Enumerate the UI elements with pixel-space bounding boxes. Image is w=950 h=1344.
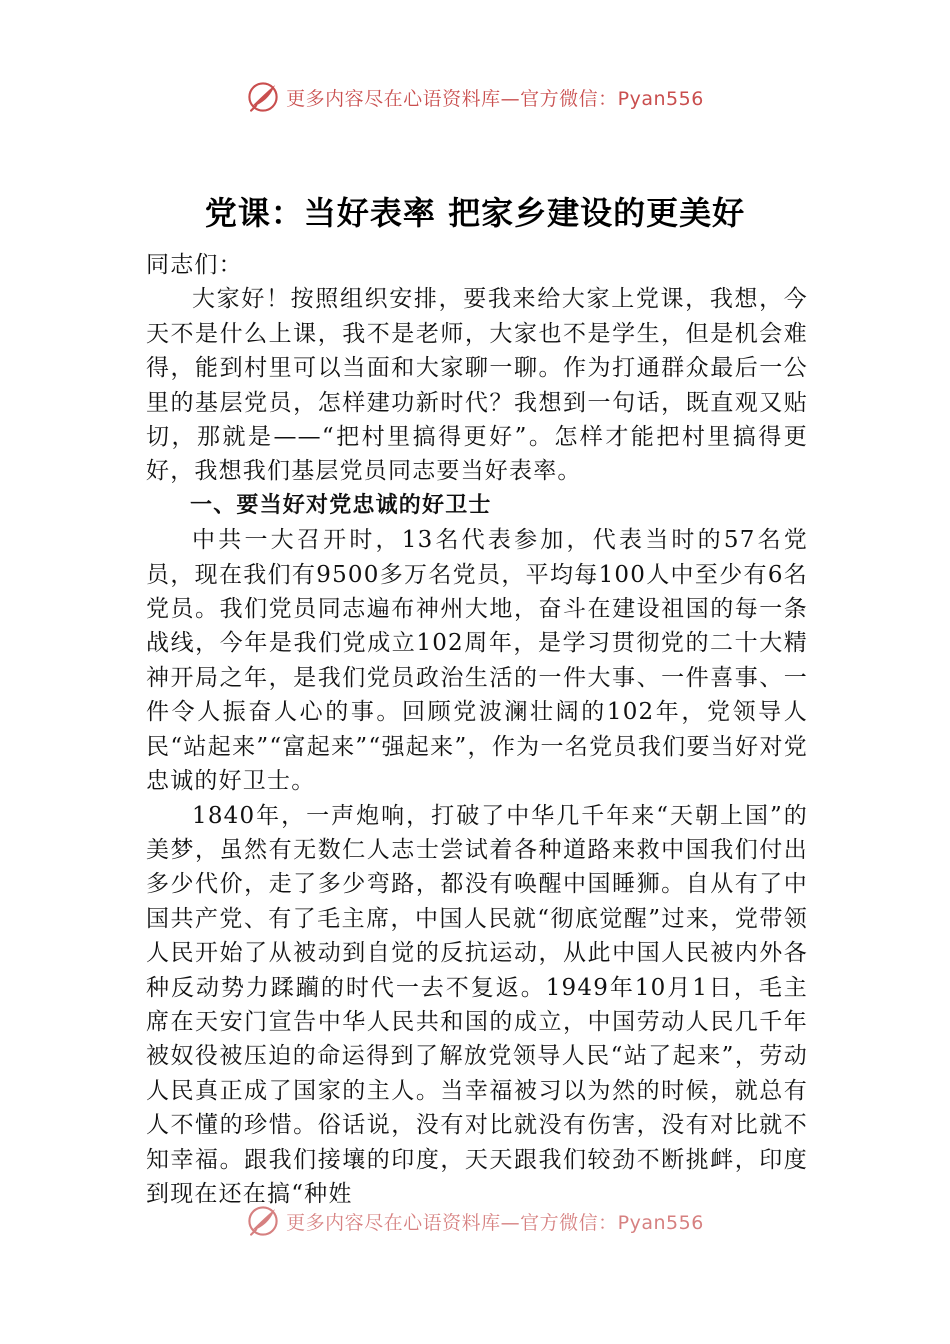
quill-logo-icon xyxy=(246,1204,280,1238)
quill-logo-icon xyxy=(246,80,280,114)
footer-banner-inner xyxy=(246,1204,704,1238)
section-paragraph-1: 中共一大召开时，13名代表参加，代表当时的57名党员，现在我们有9500多万名党员，平均每100人中至少有6名党员。我们党员同志遍布神州大地，奋斗在建设祖国的每一条战线，今年是我们党成立102周年，是学习贯彻党的二十大精神开局之年，是我们党员政治生活的一件大事、一件喜事、一件令人振奋人心的事。回顾党波澜壮阔的102年，党领导人民“站起来”“富起来”“强起来”，作为一名党员我们要当好对党忠诚的好卫士。 xyxy=(146,527,808,795)
header-banner-inner xyxy=(246,80,704,114)
section-paragraph-2: 1840年，一声炮响，打破了中华几千年来“天朝上国”的美梦，虽然有无数仁人志士尝试着各种道路来救中国我们付出多少代价，走了多少弯路，都没有唤醒中国睡狮。自从有了中国共产党、有了毛主席，中国人民就“彻底觉醒”过来，党带领人民开始了从被动到自觉的反抗运动，从此中国人民被内外各种反动势力蹂躏的时代一去不复返。1949年10月1日，毛主席在天安门宣告中华人民共和国的成立，中国劳动人民几千年被奴役被压迫的命运得到了解放党领导人民“站了起来”，劳动人民真正成了国家的主人。当幸福被习以为然的时候，就总有人不懂的珍惜。俗话说，没有对比就没有伤害，没有对比就不知幸福。跟我们接壤的印度，天天跟我们较劲不断挑衅，印度到现在还在搞“种姓 xyxy=(146,802,808,1207)
intro-paragraph: 大家好！按照组织安排，要我来给大家上党课，我想，今天不是什么上课，我不是老师，大家也不是学生，但是机会难得，能到村里可以当面和大家聊一聊。作为打通群众最后一公里的基层党员，怎样建功新时代？我想到一句话，既直观又贴切，那就是——“把村里搞得更好”。怎样才能把村里搞得更好，我想我们基层党员同志要当好表率。 xyxy=(146,286,808,485)
header-banner-text: 更多内容尽在心语资料库—官方微信：Pyan556 xyxy=(286,87,704,110)
document-title: 党课：当好表率 把家乡建设的更美好 xyxy=(204,194,746,232)
footer-banner xyxy=(0,1204,950,1240)
footer-banner-text: 更多内容尽在心语资料库—官方微信：Pyan556 xyxy=(286,1211,704,1234)
document-body xyxy=(146,248,808,1211)
header-banner xyxy=(0,80,950,124)
salutation: 同志们： xyxy=(146,252,243,278)
section-heading: 一、要当好对党忠诚的好卫士 xyxy=(190,492,492,518)
